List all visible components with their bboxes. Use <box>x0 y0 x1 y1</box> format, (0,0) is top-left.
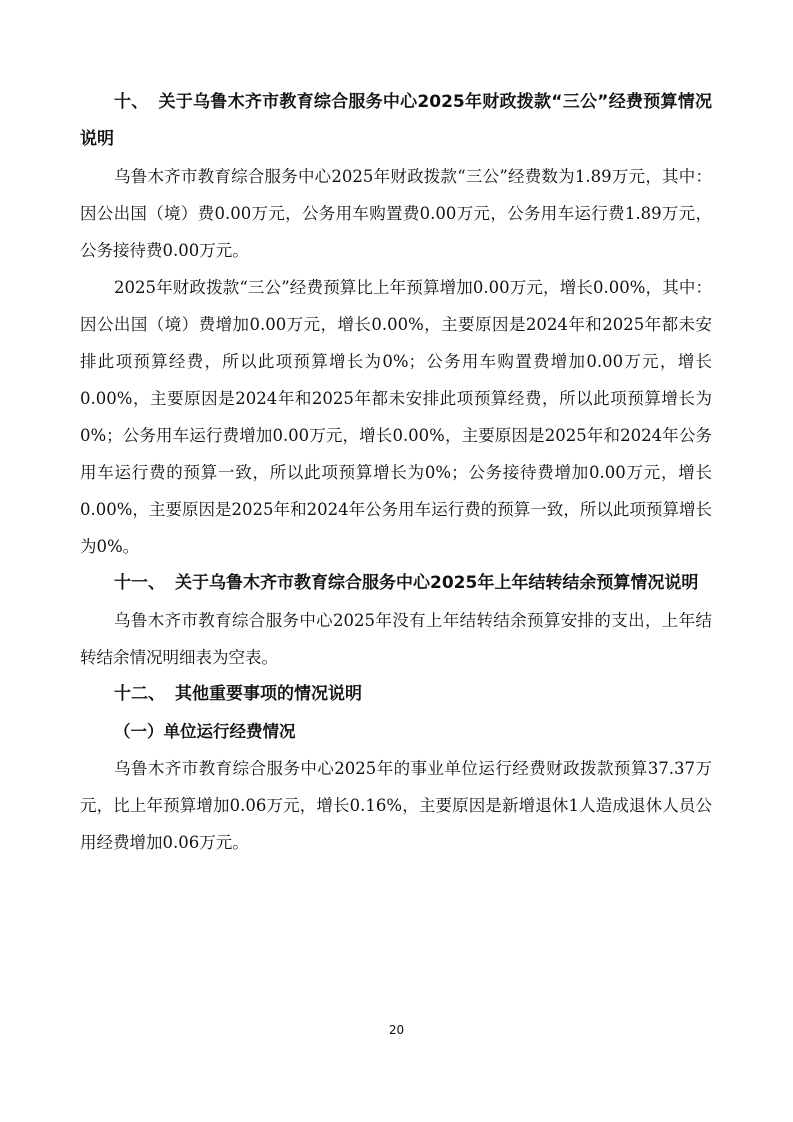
section-11-title: 关于乌鲁木齐市教育综合服务中心2025年上年结转结余预算情况说明 <box>175 573 699 593</box>
section-11-heading <box>80 565 712 602</box>
section-10-paragraph-2: 2025年财政拨款“三公”经费预算比上年预算增加0.00万元，增长0.00%，其中：因公出国（境）费增加0.00万元，增长0.00%，主要原因是2024年和2025年都未安排此项预算经费，所以此项预算增长为0%；公务用车购置费增加0.00万元，增长0.00%，主要原因是2024年和2025年都未安排此项预算经费，所以此项预算增长为0%；公务用车运行费增加0.00万元，增长0.00%，主要原因是2025年和2024年公务用车运行费的预算一致，所以此项预算增长为0%；公务接待费增加0.00万元，增长0.00%，主要原因是2025年和2024年公务用车运行费的预算一致，所以此项预算增长为0%。 <box>80 278 712 556</box>
section-12-number: 十二、 <box>114 684 165 704</box>
section-10-number: 十、 <box>114 92 149 112</box>
subsection-1-title: （一）单位运行经费情况 <box>114 722 296 741</box>
section-11-number: 十一、 <box>114 573 165 593</box>
page-number: 20 <box>388 1023 405 1037</box>
page-content <box>80 84 712 861</box>
section-12-title: 其他重要事项的情况说明 <box>175 684 362 704</box>
section-10-title: 关于乌鲁木齐市教育综合服务中心2025年财政拨款“三公”经费预算情况说明 <box>80 92 712 149</box>
section-10-heading <box>80 84 712 158</box>
section-11-paragraph-1: 乌鲁木齐市教育综合服务中心2025年没有上年结转结余预算安排的支出，上年结转结余情况明细表为空表。 <box>80 611 712 667</box>
section-12-heading <box>80 676 712 713</box>
section-12-paragraph-1: 乌鲁木齐市教育综合服务中心2025年的事业单位运行经费财政拨款预算37.37万元，比上年预算增加0.06万元，增长0.16%，主要原因是新增退休1人造成退休人员公用经费增加0.06万元。 <box>80 759 712 852</box>
section-10-paragraph-1: 乌鲁木齐市教育综合服务中心2025年财政拨款“三公”经费数为1.89万元，其中：因公出国（境）费0.00万元，公务用车购置费0.00万元，公务用车运行费1.89万元，公务接待费0.00万元。 <box>80 167 712 260</box>
